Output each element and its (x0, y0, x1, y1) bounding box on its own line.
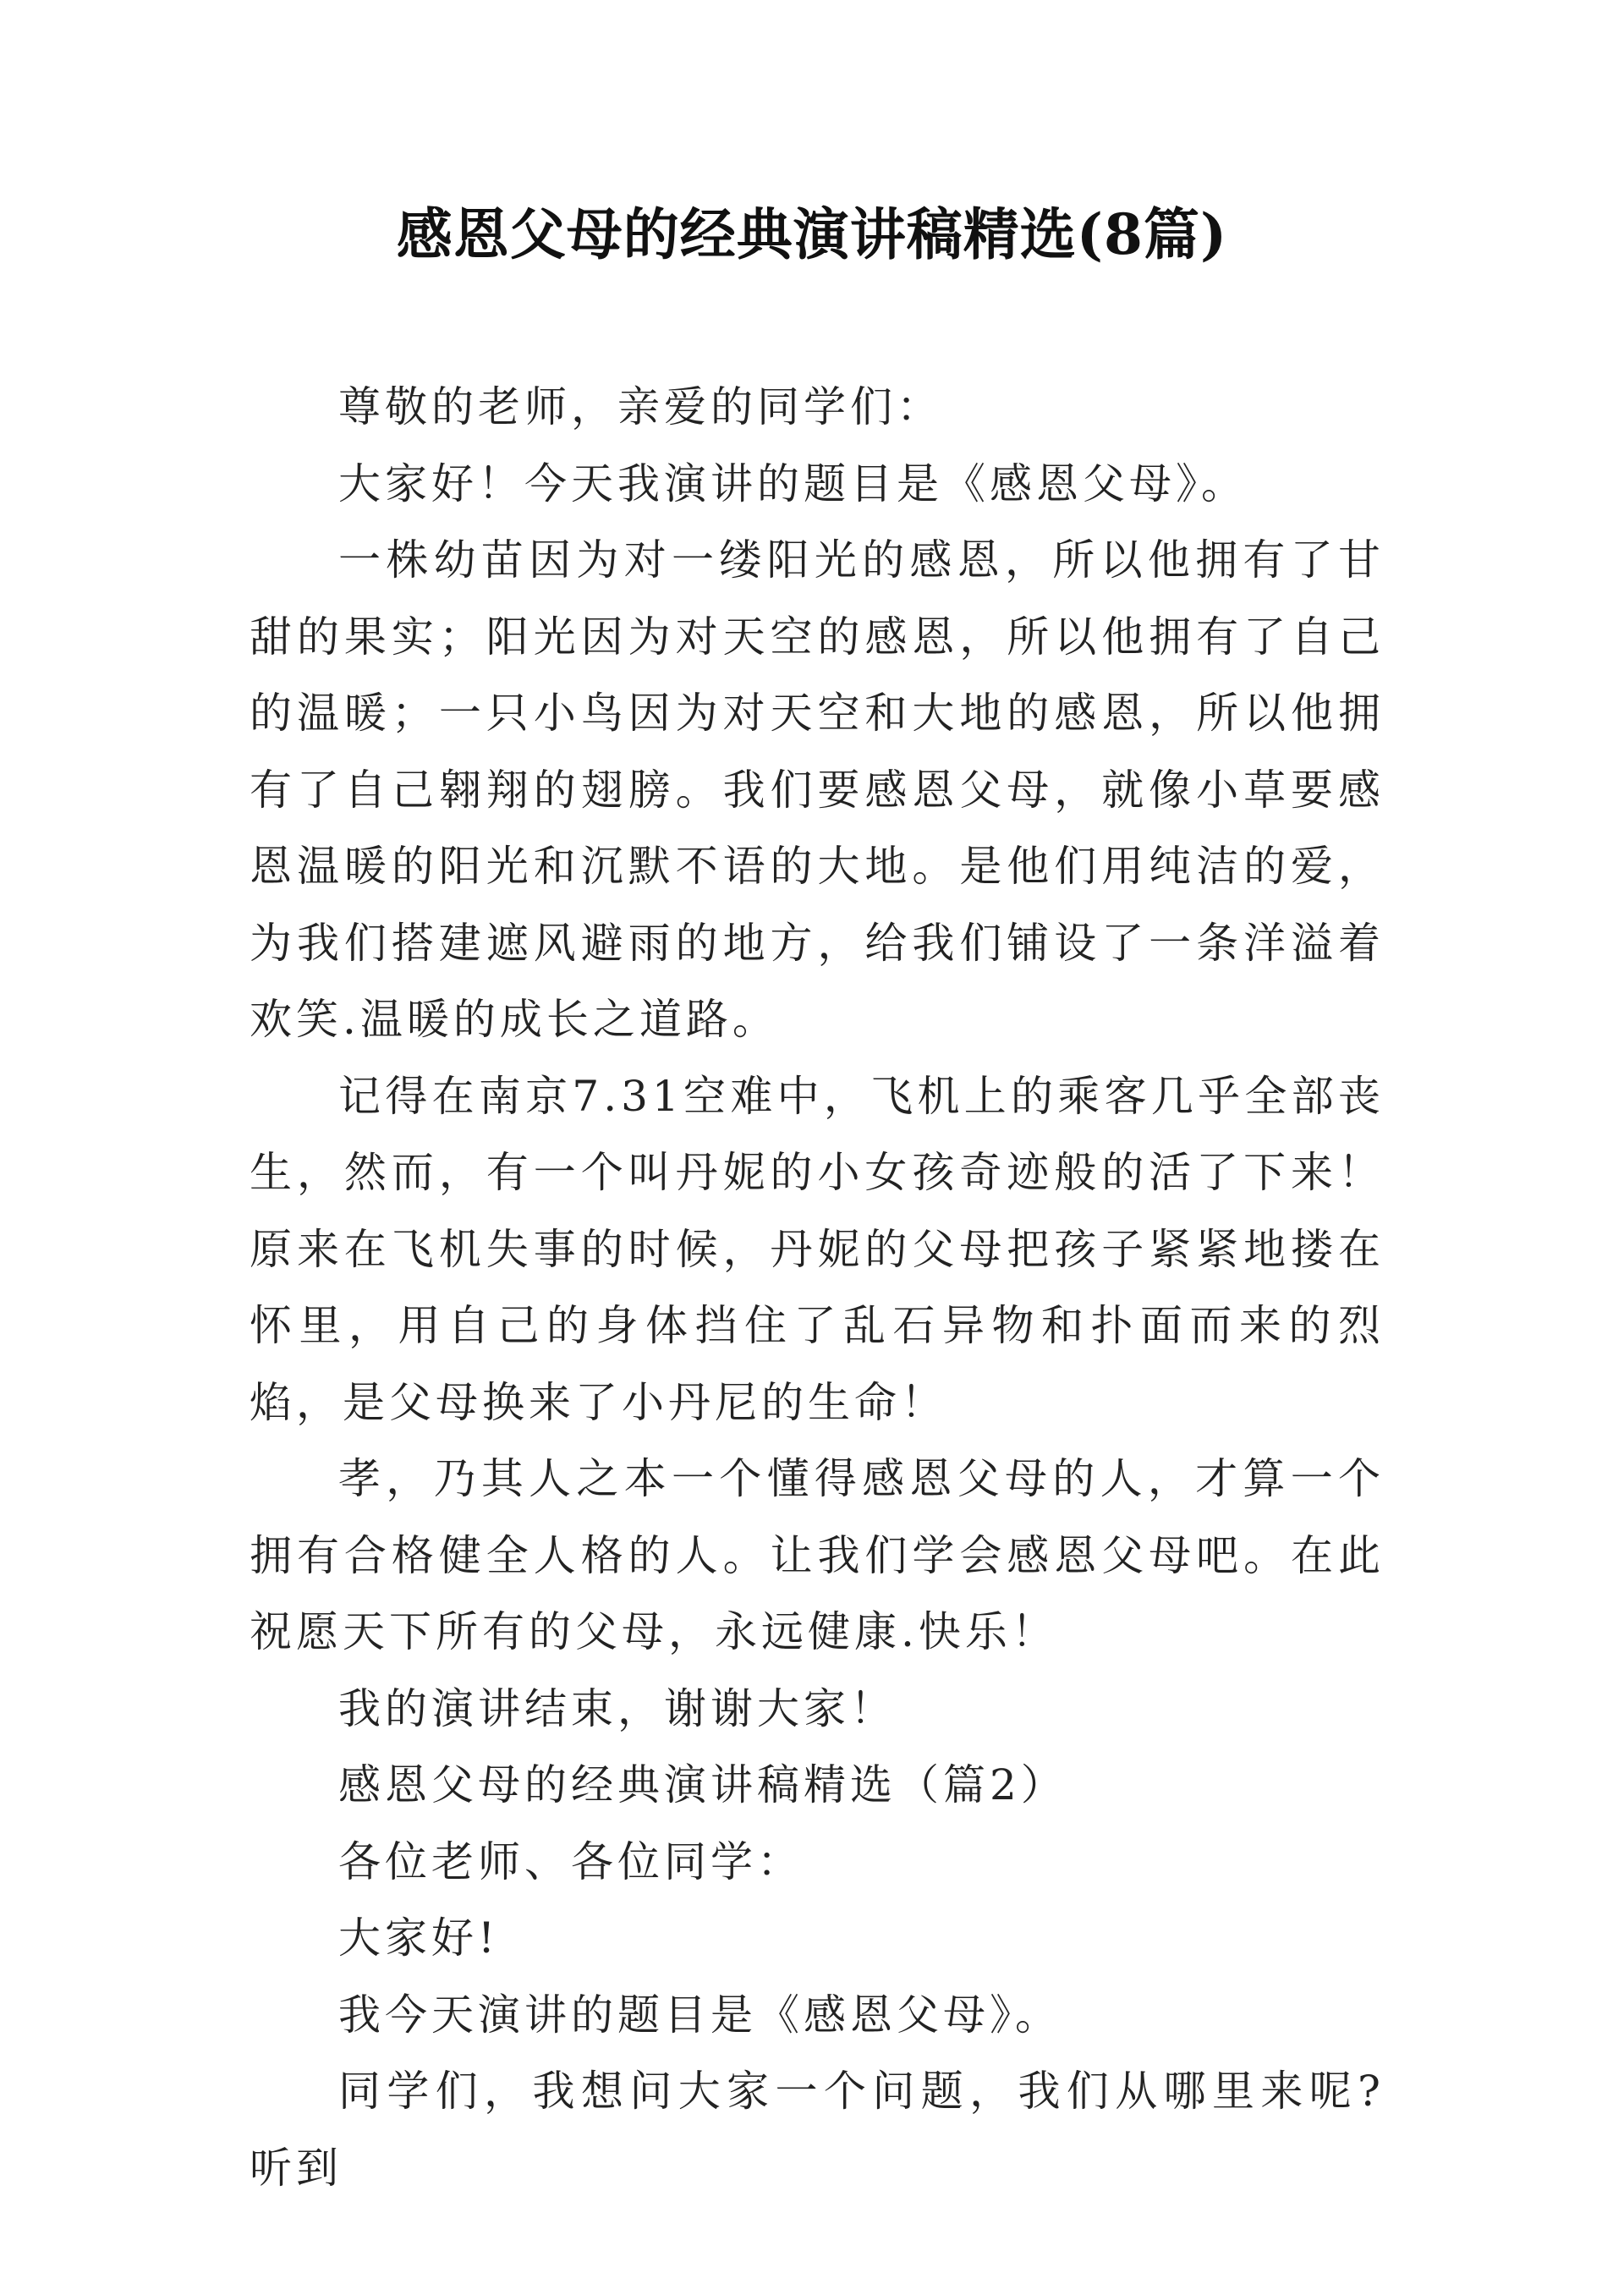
document-body (250, 369, 1385, 2206)
paragraph-greeting-2: 各位老师、各位同学： (338, 1837, 804, 1886)
paragraph-question: 同学们，我想问大家一个问题，我们从哪里来呢?听到 (250, 2067, 1385, 2193)
paragraph-greeting: 尊敬的老师，亲爱的同学们： (338, 382, 943, 431)
paragraph-filial-piety: 孝，乃其人之本一个懂得感恩父母的人，才算一个拥有合格健全人格的人。让我们学会感恩父母吧。在此祝愿天下所有的父母，永远健康.快乐！ (250, 1454, 1385, 1656)
paragraph-topic-2: 我今天演讲的题目是《感恩父母》。 (338, 1990, 1062, 2040)
document-title: 感恩父母的经典演讲稿精选(8篇) (396, 201, 1228, 267)
paragraph-hello-2: 大家好! (338, 1913, 500, 1963)
paragraph-air-crash: 记得在南京7.31空难中，飞机上的乘客几乎全部丧生，然而，有一个叫丹妮的小女孩奇迹般的活了下来！原来在飞机失事的时候，丹妮的父母把孩子紧紧地搂在怀里，用自己的身体挡住了乱石异物和扑面而来的烈焰，是父母换来了小丹尼的生命！ (250, 1071, 1385, 1427)
section-heading-speech-2: 感恩父母的经典演讲稿精选（篇2） (338, 1760, 1067, 1809)
paragraph-closing: 我的演讲结束，谢谢大家！ (338, 1683, 897, 1733)
paragraph-intro: 大家好！今天我演讲的题目是《感恩父母》。 (338, 458, 1248, 508)
paragraph-seedling: 一株幼苗因为对一缕阳光的感恩，所以他拥有了甘甜的果实；阳光因为对天空的感恩，所以他拥有了自己的温暖；一只小鸟因为对天空和大地的感恩，所以他拥有了自己翱翔的翅膀。我们要感恩父母，就像小草要感恩温暖的阳光和沉默不语的大地。是他们用纯洁的爱，为我们搭建遮风避雨的地方，给我们铺设了一条洋溢着欢笑.温暖的成长之道路。 (250, 535, 1385, 1044)
